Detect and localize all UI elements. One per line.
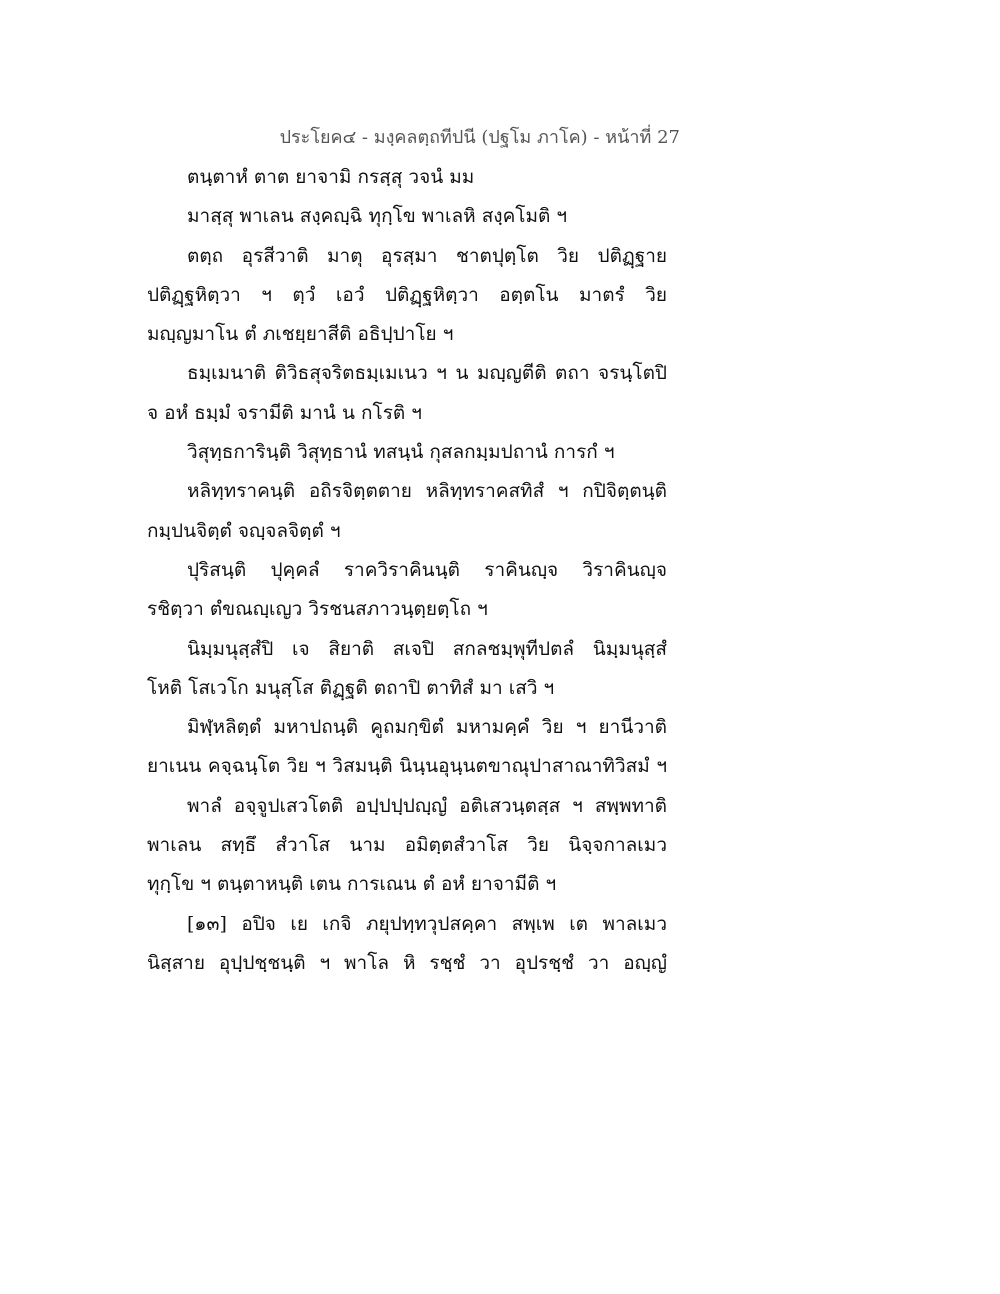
- paragraph-line: จ อหํ ธมฺมํ จรามีติ มานํ น กโรติ ฯ: [147, 401, 422, 424]
- paragraph-line: มิฬฺหลิตฺตํ มหาปถนฺติ คูถมกฺขิตํ มหามคฺคํ วิย ฯ ยานีวาติ: [187, 716, 667, 739]
- paragraph-line: ปติฏฺฐหิตฺวา ฯ ตฺวํ เอวํ ปติฏฺฐหิตฺวา อตฺตโน มาตรํ วิย: [147, 283, 667, 306]
- paragraph-line: ตตฺถ อุรสีวาติ มาตุ อุรสฺมา ชาตปุตฺโต วิย ปติฏฺฐาย: [187, 244, 667, 267]
- body-text: [147, 158, 667, 983]
- paragraph-line: รชิตฺวา ตํขณญฺเญว วิรชนสภาวนฺตฺยตฺโถ ฯ: [147, 598, 488, 621]
- paragraph-line: ปุริสนฺติ ปุคฺคลํ ราควิราคินนฺติ ราคินญฺจ วิราคินญฺจ: [187, 558, 667, 581]
- paragraph-line: โหติ โสเวโก มนุสฺโส ติฏฺฐติ ตถาปิ ตาทิสํ มา เสวิ ฯ: [147, 676, 555, 699]
- paragraph-line: [๑๓] อปิจ เย เกจิ ภยุปทฺทวุปสคฺคา สพฺเพ เต พาลเมว: [187, 912, 667, 935]
- running-header: ประโยค๔ - มงฺคลตฺถทีปนี (ปฐโม ภาโค) - หน้าที่ 27: [279, 127, 680, 148]
- paragraph-line: พาเลน สทฺธึ สํวาโส นาม อมิตฺตสํวาโส วิย นิจฺจกาลเมว: [147, 834, 667, 857]
- paragraph-line: วิสุทฺธการินฺติ วิสุทฺธานํ ทสนฺนํ กุสลกมฺมปถานํ การกํ ฯ: [187, 441, 615, 464]
- paragraph-line: นิมฺมนุสฺสํปิ เจ สิยาติ สเจปิ สกลชมฺพุทีปตลํ นิมฺมนุสฺสํ: [187, 637, 667, 660]
- verse-line: มาสฺสุ พาเลน สงฺคญฺฉิ ทุกฺโข พาเลหิ สงฺคโมติ ฯ: [187, 205, 568, 228]
- paragraph-line: ธมฺเมนาติ ติวิธสุจริตธมฺเมเนว ฯ น มญฺญตีติ ตถา จรนฺโตปิ: [187, 362, 667, 385]
- paragraph-line: นิสฺสาย อุปฺปชฺชนฺติ ฯ พาโล หิ รชฺชํ วา อุปรชฺชํ วา อญฺญํ: [147, 951, 667, 974]
- paragraph-line: ทุกฺโข ฯ ตนฺตาหนฺติ เตน การเณน ตํ อหํ ยาจามีติ ฯ: [147, 873, 557, 896]
- paragraph-line: หลิทฺทราคนฺติ อถิรจิตฺตตาย หลิทฺทราคสทิสํ ฯ กปิจิตฺตนฺติ: [187, 480, 667, 503]
- verse-line: ตนฺตาหํ ตาต ยาจามิ กรสฺสุ วจนํ มม: [187, 166, 475, 188]
- paragraph-line: พาลํ อจฺจูปเสวโตติ อปฺปปฺปญฺญํ อติเสวนฺตสฺส ฯ สพฺพทาติ: [187, 794, 667, 817]
- paragraph-line: ยาเนน คจฺฉนฺโต วิย ฯ วิสมนฺติ นินฺนอุนฺนตขาณุปาสาณาทิวิสมํ ฯ: [147, 755, 667, 778]
- paragraph-line: กมฺปนจิตฺตํ จญฺจลจิตฺตํ ฯ: [147, 519, 341, 542]
- paragraph-line: มญฺญมาโน ตํ ภเชยฺยาสีติ อธิปฺปาโย ฯ: [147, 323, 454, 346]
